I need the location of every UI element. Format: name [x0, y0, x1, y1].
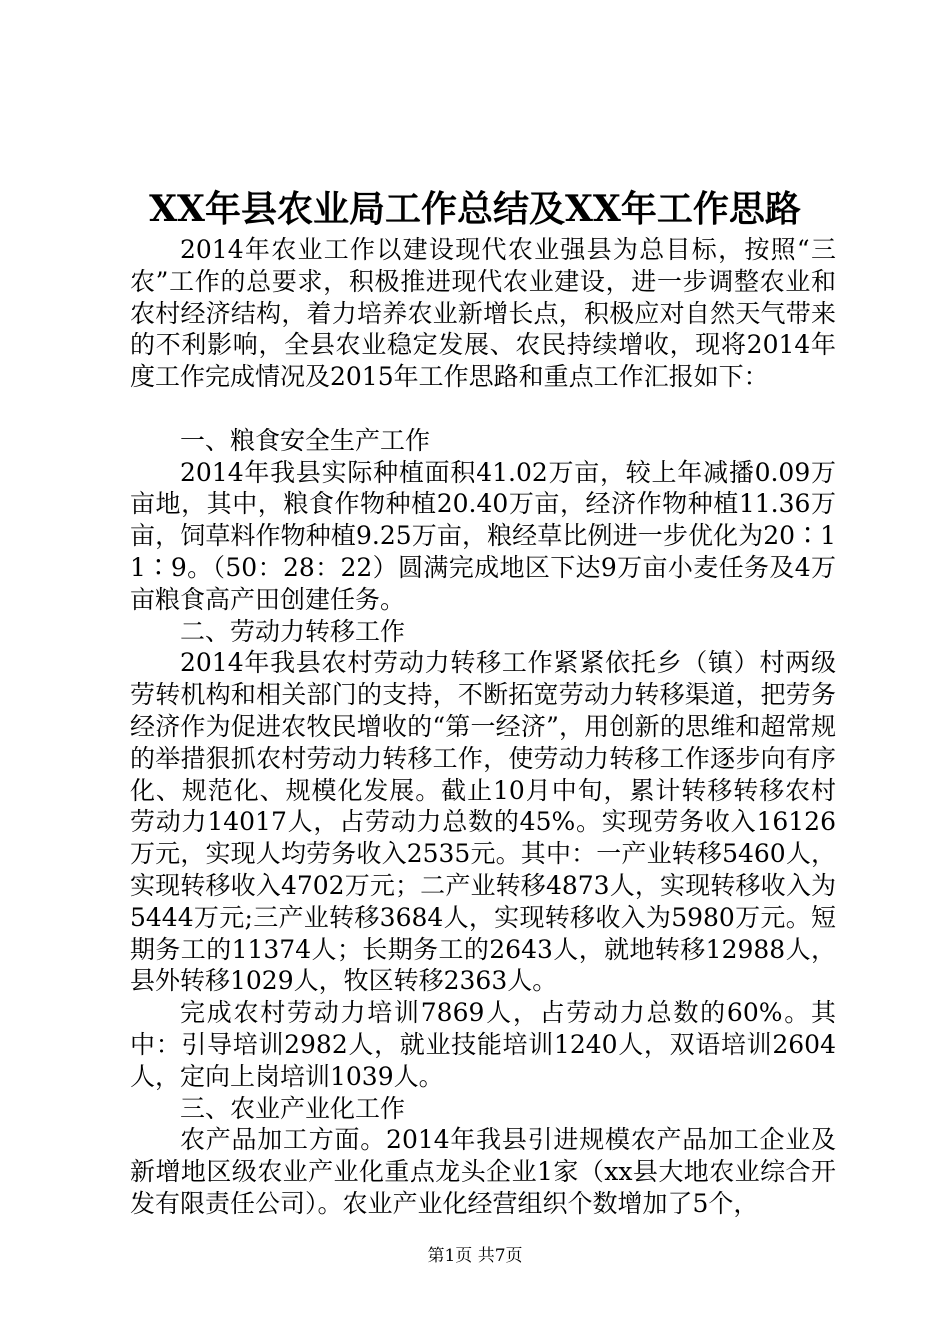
paragraph-spacer [130, 393, 836, 425]
section-heading-1: 一、粮食安全生产工作 [180, 425, 431, 455]
section-2-paragraph-2: 完成农村劳动力培训7869人，占劳动力总数的60%。其中：引导培训2982人，就业技能培训1240人，双语培训2604人，定向上岗培训1039人。 [130, 998, 836, 1091]
document-title: XX年县农业局工作总结及XX年工作思路 [149, 188, 801, 230]
section-heading-3: 三、农业产业化工作 [180, 1093, 406, 1123]
section-1-paragraph-1: 2014年我县实际种植面积41.02万亩，较上年减播0.09万亩地，其中，粮食作物种植20.40万亩，经济作物种植11.36万亩，饲草料作物种植9.25万亩，粮经草比例进一步优化为20∶11∶9。（50：28：22）圆满完成地区下达9万亩小麦任务及4万亩粮食高产田创建任务。 [130, 457, 836, 614]
intro-paragraph: 2014年农业工作以建设现代农业强县为总目标，按照“三农”工作的总要求，积极推进现代农业建设，进一步调整农业和农村经济结构，着力培养农业新增长点，积极应对自然天气带来的不利影响，全县农业稳定发展、农民持续增收，现将2014年度工作完成情况及2015年工作思路和重点工作汇报如下： [130, 235, 836, 392]
page-footer: 第1页 共7页 [427, 1246, 523, 1266]
document-body [130, 234, 836, 1220]
section-3-paragraph-1: 农产品加工方面。2014年我县引进规模农产品加工企业及新增地区级农业产业化重点龙头企业1家（xx县大地农业综合开发有限责任公司）。农业产业化经营组织个数增加了5个， [130, 1125, 836, 1218]
section-heading-2: 二、劳动力转移工作 [180, 616, 406, 646]
section-2-paragraph-1: 2014年我县农村劳动力转移工作紧紧依托乡（镇）村两级劳转机构和相关部门的支持，不断拓宽劳动力转移渠道，把劳务经济作为促进农牧民增收的“第一经济”，用创新的思维和超常规的举措狠抓农村劳动力转移工作，使劳动力转移工作逐步向有序化、规范化、规模化发展。截止10月中旬，累计转移转移农村劳动力14017人，占劳动力总数的45%。实现劳务收入16126万元，实现人均劳务收入2535元。其中：一产业转移5460人，实现转移收入4702万元；二产业转移4873人，实现转移收入为5444万元;三产业转移3684人，实现转移收入为5980万元。短期务工的11374人；长期务工的2643人，就地转移12988人，县外转移1029人，牧区转移2363人。 [130, 648, 836, 996]
